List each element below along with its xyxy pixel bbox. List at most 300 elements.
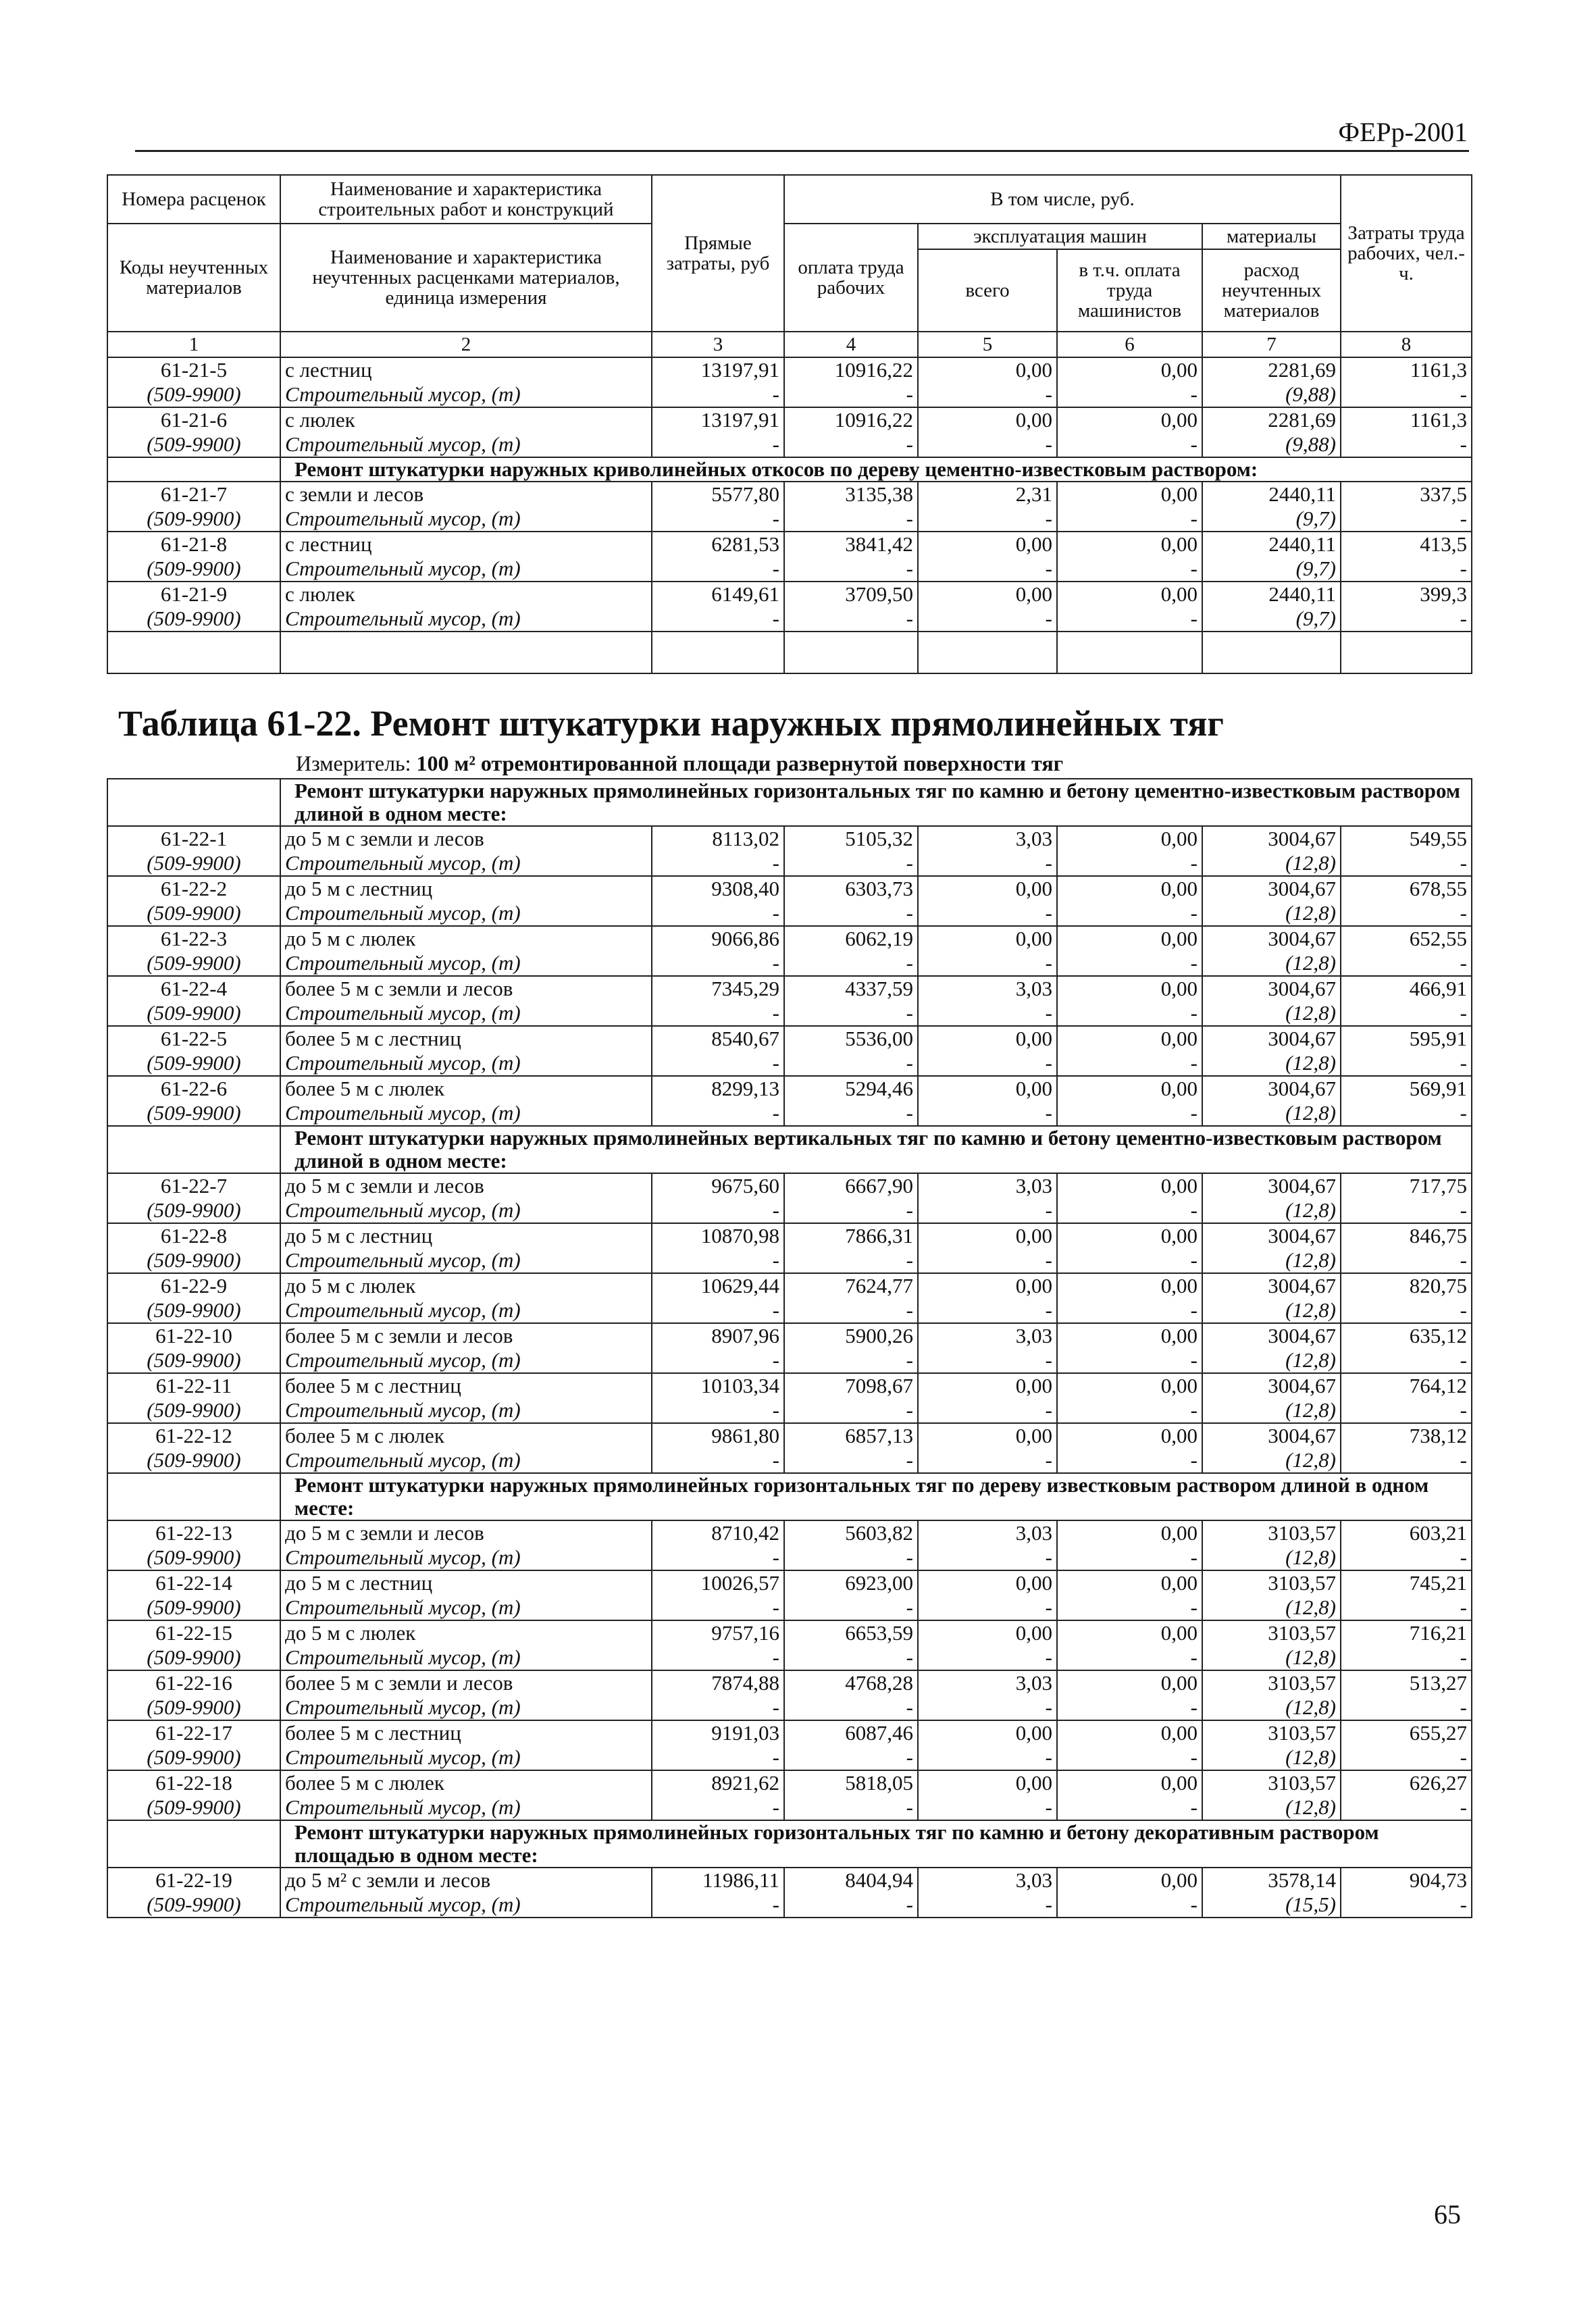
material-row [107, 1198, 1472, 1223]
labor-pay: 7624,77 [784, 1273, 918, 1298]
labor-pay: 3135,38 [784, 482, 918, 507]
machine-cost: 0,00 [918, 1620, 1057, 1645]
dash: - [918, 507, 1057, 532]
machine-cost: 0,00 [918, 1770, 1057, 1795]
labor-hours: 603,21 [1341, 1520, 1472, 1545]
machinist-pay: 0,00 [1057, 1770, 1202, 1795]
rate-row [107, 926, 1472, 951]
material-name: Строительный мусор, (т) [280, 1893, 652, 1918]
labor-hours: 413,5 [1341, 532, 1472, 557]
dash: - [652, 432, 784, 457]
blank-cell [784, 632, 918, 673]
rate-code: 61-22-16 [107, 1670, 280, 1695]
dash: - [1057, 951, 1202, 976]
section-spacer [107, 1126, 280, 1173]
dash: - [1057, 432, 1202, 457]
labor-hours: 745,21 [1341, 1570, 1472, 1595]
direct-cost: 8113,02 [652, 826, 784, 851]
material-quantity: (9,7) [1202, 557, 1341, 582]
rate-code: 61-22-7 [107, 1173, 280, 1198]
dash: - [1341, 901, 1472, 926]
header-rate-numbers: Номера расценок [107, 175, 280, 224]
material-name: Строительный мусор, (т) [280, 1001, 652, 1026]
dash: - [784, 1248, 918, 1273]
labor-hours: 738,12 [1341, 1423, 1472, 1448]
header-material-use: расход неучтенных материалов [1202, 249, 1341, 332]
labor-hours: 399,3 [1341, 582, 1472, 607]
material-code: (509-9900) [107, 851, 280, 876]
machinist-pay: 0,00 [1057, 357, 1202, 382]
labor-hours: 626,27 [1341, 1770, 1472, 1795]
material-code: (509-9900) [107, 1398, 280, 1423]
work-name: с лестниц [280, 532, 652, 557]
rate-code: 61-22-1 [107, 826, 280, 851]
dash: - [1341, 432, 1472, 457]
labor-pay: 5105,32 [784, 826, 918, 851]
material-quantity: (12,8) [1202, 1745, 1341, 1770]
labor-hours: 1161,3 [1341, 357, 1472, 382]
material-cost: 3004,67 [1202, 1423, 1341, 1448]
machine-cost: 0,00 [918, 582, 1057, 607]
material-name: Строительный мусор, (т) [280, 1398, 652, 1423]
material-cost: 3103,57 [1202, 1570, 1341, 1595]
work-name: до 5 м с земли и лесов [280, 1520, 652, 1545]
dash: - [1341, 1248, 1472, 1273]
machinist-pay: 0,00 [1057, 1223, 1202, 1248]
labor-hours: 595,91 [1341, 1026, 1472, 1051]
work-name: более 5 м с лестниц [280, 1720, 652, 1745]
machinist-pay: 0,00 [1057, 1423, 1202, 1448]
work-name: с люлек [280, 407, 652, 432]
dash: - [918, 1248, 1057, 1273]
labor-pay: 7866,31 [784, 1223, 918, 1248]
material-row [107, 901, 1472, 926]
work-name: более 5 м с земли и лесов [280, 1670, 652, 1695]
direct-cost: 5577,80 [652, 482, 784, 507]
material-quantity: (9,7) [1202, 507, 1341, 532]
material-name: Строительный мусор, (т) [280, 1198, 652, 1223]
material-name: Строительный мусор, (т) [280, 1348, 652, 1373]
dash: - [918, 901, 1057, 926]
rate-code: 61-22-4 [107, 976, 280, 1001]
labor-pay: 6667,90 [784, 1173, 918, 1198]
blank-cell [918, 632, 1057, 673]
direct-cost: 7345,29 [652, 976, 784, 1001]
dash: - [1057, 1695, 1202, 1720]
material-row [107, 432, 1472, 457]
dash: - [1057, 1745, 1202, 1770]
dash: - [1341, 851, 1472, 876]
dash: - [1341, 1595, 1472, 1620]
material-cost: 3103,57 [1202, 1670, 1341, 1695]
rate-code: 61-21-7 [107, 482, 280, 507]
dash: - [1341, 1448, 1472, 1473]
dash: - [1057, 1348, 1202, 1373]
section-heading: Ремонт штукатурки наружных прямолинейных вертикальных тяг по камню и бетону цементно-известковым раствором длиной в одном месте: [280, 1126, 1472, 1173]
dash: - [1341, 1545, 1472, 1570]
rate-code: 61-21-6 [107, 407, 280, 432]
material-cost: 2440,11 [1202, 582, 1341, 607]
dash: - [652, 1745, 784, 1770]
machinist-pay: 0,00 [1057, 1620, 1202, 1645]
dash: - [784, 432, 918, 457]
direct-cost: 9757,16 [652, 1620, 784, 1645]
material-quantity: (12,8) [1202, 1248, 1341, 1273]
machine-cost: 0,00 [918, 926, 1057, 951]
dash: - [1341, 1795, 1472, 1820]
labor-pay: 5536,00 [784, 1026, 918, 1051]
material-name: Строительный мусор, (т) [280, 1595, 652, 1620]
material-row [107, 1795, 1472, 1820]
material-cost: 3004,67 [1202, 1223, 1341, 1248]
dash: - [1341, 1645, 1472, 1670]
colnum: 1 [107, 332, 280, 357]
blank-cell [652, 632, 784, 673]
direct-cost: 9308,40 [652, 876, 784, 901]
material-cost: 3004,67 [1202, 1173, 1341, 1198]
machinist-pay: 0,00 [1057, 1373, 1202, 1398]
dash: - [918, 1745, 1057, 1770]
dash: - [1341, 1101, 1472, 1126]
dash: - [784, 1448, 918, 1473]
section-spacer [107, 1473, 280, 1520]
labor-pay: 5603,82 [784, 1520, 918, 1545]
material-quantity: (12,8) [1202, 1595, 1341, 1620]
material-row [107, 507, 1472, 532]
rate-row [107, 357, 1472, 382]
material-code: (509-9900) [107, 1645, 280, 1670]
dash: - [784, 851, 918, 876]
rate-code: 61-21-8 [107, 532, 280, 557]
dash: - [652, 1795, 784, 1820]
work-name: с земли и лесов [280, 482, 652, 507]
dash: - [1341, 557, 1472, 582]
dash: - [652, 901, 784, 926]
material-quantity: (12,8) [1202, 1298, 1341, 1323]
dash: - [652, 1398, 784, 1423]
labor-hours: 337,5 [1341, 482, 1472, 507]
material-row [107, 1298, 1472, 1323]
machinist-pay: 0,00 [1057, 1670, 1202, 1695]
machinist-pay: 0,00 [1057, 1323, 1202, 1348]
table-title: Таблица 61-22. Ремонт штукатурки наружных прямолинейных тяг [118, 703, 1224, 744]
labor-hours: 717,75 [1341, 1173, 1472, 1198]
direct-cost: 8299,13 [652, 1076, 784, 1101]
material-quantity: (15,5) [1202, 1893, 1341, 1918]
dash: - [784, 507, 918, 532]
dash: - [652, 1595, 784, 1620]
labor-hours: 820,75 [1341, 1273, 1472, 1298]
section-heading-row [107, 779, 1472, 826]
material-quantity: (12,8) [1202, 851, 1341, 876]
labor-hours: 635,12 [1341, 1323, 1472, 1348]
dash: - [784, 607, 918, 632]
rate-row [107, 1520, 1472, 1545]
material-quantity: (12,8) [1202, 901, 1341, 926]
material-row [107, 1348, 1472, 1373]
section-heading-row [107, 457, 1472, 482]
labor-pay: 7098,67 [784, 1373, 918, 1398]
colnum: 8 [1341, 332, 1472, 357]
machine-cost: 0,00 [918, 357, 1057, 382]
rate-row [107, 1620, 1472, 1645]
rate-code: 61-22-11 [107, 1373, 280, 1398]
machinist-pay: 0,00 [1057, 1173, 1202, 1198]
material-row [107, 1448, 1472, 1473]
material-cost: 3004,67 [1202, 1026, 1341, 1051]
work-name: более 5 м с люлек [280, 1770, 652, 1795]
material-code: (509-9900) [107, 901, 280, 926]
labor-pay: 6303,73 [784, 876, 918, 901]
material-cost: 3004,67 [1202, 876, 1341, 901]
material-cost: 3004,67 [1202, 976, 1341, 1001]
rate-row [107, 407, 1472, 432]
direct-cost: 8540,67 [652, 1026, 784, 1051]
material-code: (509-9900) [107, 432, 280, 457]
machinist-pay: 0,00 [1057, 582, 1202, 607]
labor-hours: 466,91 [1341, 976, 1472, 1001]
section-heading-row [107, 1126, 1472, 1173]
dash: - [918, 1695, 1057, 1720]
material-cost: 3103,57 [1202, 1770, 1341, 1795]
header-material-codes: Коды неучтенных материалов [107, 224, 280, 332]
material-cost: 3004,67 [1202, 826, 1341, 851]
machine-cost: 3,03 [918, 1868, 1057, 1893]
machinist-pay: 0,00 [1057, 482, 1202, 507]
dash: - [1341, 951, 1472, 976]
dash: - [918, 1298, 1057, 1323]
dash: - [918, 1795, 1057, 1820]
material-quantity: (12,8) [1202, 1695, 1341, 1720]
dash: - [784, 1545, 918, 1570]
dash: - [784, 1695, 918, 1720]
rate-row [107, 1026, 1472, 1051]
rate-row [107, 1868, 1472, 1893]
direct-cost: 13197,91 [652, 357, 784, 382]
material-code: (509-9900) [107, 1545, 280, 1570]
dash: - [1057, 1893, 1202, 1918]
direct-cost: 9191,03 [652, 1720, 784, 1745]
rate-code: 61-22-18 [107, 1770, 280, 1795]
section-heading-row [107, 1820, 1472, 1868]
work-name: до 5 м с земли и лесов [280, 826, 652, 851]
material-code: (509-9900) [107, 1101, 280, 1126]
work-name: до 5 м с лестниц [280, 876, 652, 901]
material-row [107, 1595, 1472, 1620]
dash: - [918, 1198, 1057, 1223]
header-labor-hours: Затраты труда рабочих, чел.-ч. [1341, 175, 1472, 332]
dash: - [784, 1645, 918, 1670]
dash: - [918, 1893, 1057, 1918]
direct-cost: 6281,53 [652, 532, 784, 557]
machine-cost: 3,03 [918, 1173, 1057, 1198]
dash: - [652, 382, 784, 407]
material-code: (509-9900) [107, 1051, 280, 1076]
dash: - [652, 607, 784, 632]
measure-prefix: Измеритель: [296, 751, 417, 775]
machine-cost: 2,31 [918, 482, 1057, 507]
rate-row [107, 1173, 1472, 1198]
header-direct-costs: Прямые затраты, руб [652, 175, 784, 332]
dash: - [652, 557, 784, 582]
machine-cost: 0,00 [918, 1076, 1057, 1101]
rate-code: 61-22-3 [107, 926, 280, 951]
header-labor-pay: оплата труда рабочих [784, 224, 918, 332]
machinist-pay: 0,00 [1057, 532, 1202, 557]
machine-cost: 0,00 [918, 1373, 1057, 1398]
header-materials: материалы [1202, 224, 1341, 249]
dash: - [1057, 1051, 1202, 1076]
machine-cost: 0,00 [918, 876, 1057, 901]
direct-cost: 7874,88 [652, 1670, 784, 1695]
dash: - [918, 1398, 1057, 1423]
material-quantity: (12,8) [1202, 1001, 1341, 1026]
labor-hours: 716,21 [1341, 1620, 1472, 1645]
material-code: (509-9900) [107, 1595, 280, 1620]
material-code: (509-9900) [107, 1795, 280, 1820]
rate-code: 61-22-12 [107, 1423, 280, 1448]
labor-pay: 5900,26 [784, 1323, 918, 1348]
rate-row [107, 1720, 1472, 1745]
labor-pay: 6923,00 [784, 1570, 918, 1595]
dash: - [918, 1448, 1057, 1473]
material-code: (509-9900) [107, 607, 280, 632]
material-row [107, 1398, 1472, 1423]
material-name: Строительный мусор, (т) [280, 951, 652, 976]
work-name: до 5 м с земли и лесов [280, 1173, 652, 1198]
dash: - [1341, 607, 1472, 632]
work-name: с люлек [280, 582, 652, 607]
material-name: Строительный мусор, (т) [280, 1101, 652, 1126]
section-spacer [107, 457, 280, 482]
machine-cost: 0,00 [918, 1570, 1057, 1595]
section-spacer [107, 779, 280, 826]
rates-table-61-21 [107, 174, 1472, 674]
material-code: (509-9900) [107, 951, 280, 976]
dash: - [1057, 1545, 1202, 1570]
dash: - [652, 1101, 784, 1126]
section-spacer [107, 1820, 280, 1868]
colnum: 2 [280, 332, 652, 357]
rate-row [107, 1323, 1472, 1348]
rate-row [107, 1373, 1472, 1398]
material-name: Строительный мусор, (т) [280, 851, 652, 876]
blank-cell [1341, 632, 1472, 673]
material-code: (509-9900) [107, 1893, 280, 1918]
labor-pay: 3709,50 [784, 582, 918, 607]
direct-cost: 6149,61 [652, 582, 784, 607]
material-quantity: (9,7) [1202, 607, 1341, 632]
labor-pay: 4337,59 [784, 976, 918, 1001]
work-name: до 5 м с лестниц [280, 1570, 652, 1595]
dash: - [1057, 1645, 1202, 1670]
dash: - [784, 1398, 918, 1423]
material-name: Строительный мусор, (т) [280, 1448, 652, 1473]
dash: - [652, 1545, 784, 1570]
dash: - [652, 851, 784, 876]
work-name: с лестниц [280, 357, 652, 382]
labor-hours: 846,75 [1341, 1223, 1472, 1248]
rate-row [107, 826, 1472, 851]
rate-row [107, 1670, 1472, 1695]
work-name: более 5 м с люлек [280, 1423, 652, 1448]
dash: - [784, 901, 918, 926]
dash: - [918, 607, 1057, 632]
dash: - [784, 557, 918, 582]
material-quantity: (12,8) [1202, 1645, 1341, 1670]
work-name: более 5 м с лестниц [280, 1026, 652, 1051]
direct-cost: 9861,80 [652, 1423, 784, 1448]
rate-row [107, 1076, 1472, 1101]
dash: - [784, 1595, 918, 1620]
machine-cost: 0,00 [918, 1223, 1057, 1248]
dash: - [1057, 901, 1202, 926]
material-code: (509-9900) [107, 507, 280, 532]
material-code: (509-9900) [107, 1198, 280, 1223]
material-cost: 3004,67 [1202, 1323, 1341, 1348]
work-name: до 5 м с лестниц [280, 1223, 652, 1248]
dash: - [1057, 1398, 1202, 1423]
machine-cost: 0,00 [918, 407, 1057, 432]
dash: - [1057, 382, 1202, 407]
dash: - [918, 1001, 1057, 1026]
dash: - [1057, 1298, 1202, 1323]
material-code: (509-9900) [107, 1298, 280, 1323]
labor-hours: 652,55 [1341, 926, 1472, 951]
dash: - [918, 1348, 1057, 1373]
rate-code: 61-22-9 [107, 1273, 280, 1298]
dash: - [784, 382, 918, 407]
material-name: Строительный мусор, (т) [280, 557, 652, 582]
material-name: Строительный мусор, (т) [280, 1248, 652, 1273]
material-quantity: (12,8) [1202, 1398, 1341, 1423]
work-name: более 5 м с люлек [280, 1076, 652, 1101]
machinist-pay: 0,00 [1057, 876, 1202, 901]
work-name: более 5 м с лестниц [280, 1373, 652, 1398]
section-heading-row [107, 1473, 1472, 1520]
machinist-pay: 0,00 [1057, 826, 1202, 851]
material-quantity: (12,8) [1202, 1545, 1341, 1570]
colnum: 3 [652, 332, 784, 357]
dash: - [784, 1001, 918, 1026]
colnum: 6 [1057, 332, 1202, 357]
dash: - [918, 557, 1057, 582]
labor-pay: 3841,42 [784, 532, 918, 557]
work-name: более 5 м с земли и лесов [280, 976, 652, 1001]
direct-cost: 10870,98 [652, 1223, 784, 1248]
rate-row [107, 532, 1472, 557]
machinist-pay: 0,00 [1057, 926, 1202, 951]
material-cost: 2281,69 [1202, 357, 1341, 382]
dash: - [652, 1248, 784, 1273]
dash: - [1057, 1101, 1202, 1126]
material-name: Строительный мусор, (т) [280, 1695, 652, 1720]
rate-row [107, 482, 1472, 507]
dash: - [784, 1893, 918, 1918]
labor-pay: 10916,22 [784, 407, 918, 432]
dash: - [652, 507, 784, 532]
machine-cost: 0,00 [918, 1026, 1057, 1051]
material-code: (509-9900) [107, 1448, 280, 1473]
machine-cost: 0,00 [918, 1720, 1057, 1745]
material-name: Строительный мусор, (т) [280, 1645, 652, 1670]
material-quantity: (12,8) [1202, 1348, 1341, 1373]
labor-hours: 513,27 [1341, 1670, 1472, 1695]
material-row [107, 1695, 1472, 1720]
dash: - [652, 951, 784, 976]
header-machine-exploit: эксплуатация машин [918, 224, 1202, 249]
material-name: Строительный мусор, (т) [280, 1745, 652, 1770]
